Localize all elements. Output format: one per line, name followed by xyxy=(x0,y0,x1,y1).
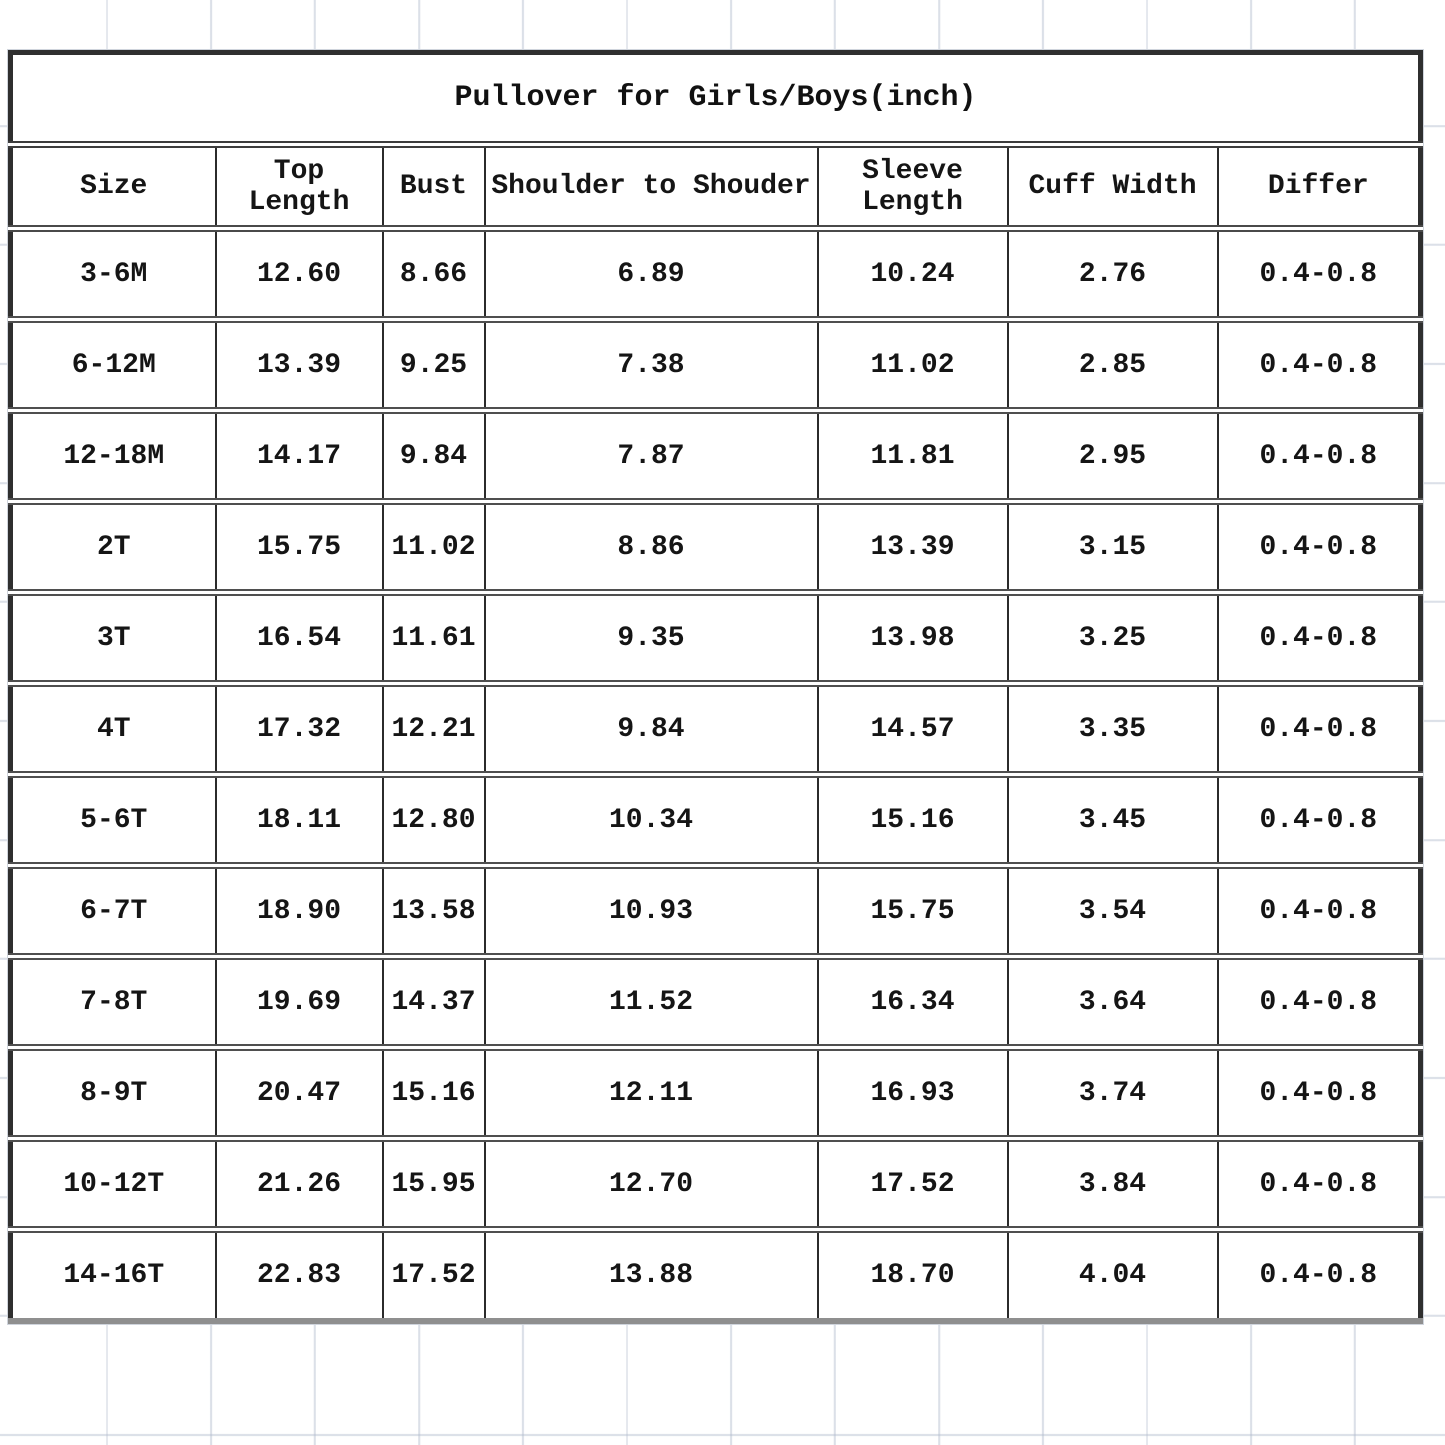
table-cell: 13.58 xyxy=(383,866,485,957)
table-cell: 13.39 xyxy=(216,320,383,411)
table-cell: 0.4-0.8 xyxy=(1218,1139,1421,1230)
column-header: Shoulder to Shouder xyxy=(485,145,818,229)
table-cell: 2.95 xyxy=(1008,411,1218,502)
table-row xyxy=(11,957,1421,1048)
table-cell: 0.4-0.8 xyxy=(1218,593,1421,684)
column-header: Top Length xyxy=(216,145,383,229)
table-cell: 0.4-0.8 xyxy=(1218,229,1421,320)
table-cell: 14.57 xyxy=(818,684,1008,775)
table-cell: 14-16T xyxy=(11,1230,216,1321)
table-cell: 5-6T xyxy=(11,775,216,866)
table-cell: 12.11 xyxy=(485,1048,818,1139)
table-cell: 3.84 xyxy=(1008,1139,1218,1230)
table-cell: 15.16 xyxy=(818,775,1008,866)
table-row xyxy=(11,320,1421,411)
table-cell: 12.60 xyxy=(216,229,383,320)
table-cell: 0.4-0.8 xyxy=(1218,320,1421,411)
table-cell: 11.52 xyxy=(485,957,818,1048)
table-cell: 2.76 xyxy=(1008,229,1218,320)
table-cell: 0.4-0.8 xyxy=(1218,1048,1421,1139)
table-cell: 16.54 xyxy=(216,593,383,684)
table-cell: 0.4-0.8 xyxy=(1218,502,1421,593)
table-cell: 13.88 xyxy=(485,1230,818,1321)
table-row xyxy=(11,1048,1421,1139)
table-cell: 12.21 xyxy=(383,684,485,775)
table-row xyxy=(11,866,1421,957)
table-cell: 0.4-0.8 xyxy=(1218,411,1421,502)
table-cell: 22.83 xyxy=(216,1230,383,1321)
table-cell: 14.37 xyxy=(383,957,485,1048)
table-cell: 10-12T xyxy=(11,1139,216,1230)
table-cell: 16.93 xyxy=(818,1048,1008,1139)
table-cell: 12-18M xyxy=(11,411,216,502)
table-cell: 10.24 xyxy=(818,229,1008,320)
table-cell: 8.66 xyxy=(383,229,485,320)
table-cell: 9.84 xyxy=(383,411,485,502)
table-cell: 4.04 xyxy=(1008,1230,1218,1321)
table-cell: 18.90 xyxy=(216,866,383,957)
table-cell: 19.69 xyxy=(216,957,383,1048)
table-cell: 10.93 xyxy=(485,866,818,957)
table-row xyxy=(11,229,1421,320)
table-cell: 17.52 xyxy=(818,1139,1008,1230)
table-cell: 3.25 xyxy=(1008,593,1218,684)
table-cell: 4T xyxy=(11,684,216,775)
table-row xyxy=(11,775,1421,866)
table-cell: 9.84 xyxy=(485,684,818,775)
table-cell: 18.11 xyxy=(216,775,383,866)
table-cell: 6-7T xyxy=(11,866,216,957)
table-title: Pullover for Girls/Boys(inch) xyxy=(11,53,1421,145)
table-cell: 3.45 xyxy=(1008,775,1218,866)
table-row xyxy=(11,1230,1421,1321)
table-row xyxy=(11,684,1421,775)
title-row xyxy=(11,53,1421,145)
table-cell: 6.89 xyxy=(485,229,818,320)
table-row xyxy=(11,411,1421,502)
table-cell: 9.35 xyxy=(485,593,818,684)
table-cell: 0.4-0.8 xyxy=(1218,775,1421,866)
table-cell: 20.47 xyxy=(216,1048,383,1139)
table-cell: 0.4-0.8 xyxy=(1218,866,1421,957)
table-cell: 7.38 xyxy=(485,320,818,411)
table-cell: 11.02 xyxy=(383,502,485,593)
table-cell: 0.4-0.8 xyxy=(1218,1230,1421,1321)
table-row xyxy=(11,502,1421,593)
table-cell: 15.75 xyxy=(216,502,383,593)
table-cell: 3.54 xyxy=(1008,866,1218,957)
column-header: Size xyxy=(11,145,216,229)
table-cell: 18.70 xyxy=(818,1230,1008,1321)
table-cell: 0.4-0.8 xyxy=(1218,957,1421,1048)
table-cell: 12.80 xyxy=(383,775,485,866)
table-cell: 3.64 xyxy=(1008,957,1218,1048)
table-row xyxy=(11,1139,1421,1230)
column-header: Sleeve Length xyxy=(818,145,1008,229)
table-cell: 11.81 xyxy=(818,411,1008,502)
table-cell: 12.70 xyxy=(485,1139,818,1230)
table-cell: 6-12M xyxy=(11,320,216,411)
table-cell: 17.52 xyxy=(383,1230,485,1321)
table-cell: 2T xyxy=(11,502,216,593)
table-cell: 13.39 xyxy=(818,502,1008,593)
table-cell: 11.61 xyxy=(383,593,485,684)
table-cell: 9.25 xyxy=(383,320,485,411)
table-cell: 0.4-0.8 xyxy=(1218,684,1421,775)
table-row xyxy=(11,593,1421,684)
table-cell: 8-9T xyxy=(11,1048,216,1139)
table-cell: 21.26 xyxy=(216,1139,383,1230)
header-row xyxy=(11,145,1421,229)
table-cell: 17.32 xyxy=(216,684,383,775)
table-cell: 3T xyxy=(11,593,216,684)
table-cell: 10.34 xyxy=(485,775,818,866)
table-body xyxy=(11,229,1421,1321)
table-cell: 16.34 xyxy=(818,957,1008,1048)
table-cell: 8.86 xyxy=(485,502,818,593)
size-chart-table xyxy=(8,50,1423,1324)
table-cell: 3.15 xyxy=(1008,502,1218,593)
column-header: Cuff Width xyxy=(1008,145,1218,229)
table-cell: 2.85 xyxy=(1008,320,1218,411)
table-cell: 3-6M xyxy=(80,258,148,290)
table-cell: 14.17 xyxy=(216,411,383,502)
table-cell: 11.02 xyxy=(818,320,1008,411)
table-cell: 15.95 xyxy=(383,1139,485,1230)
column-header: Bust xyxy=(383,145,485,229)
table-cell: 3.35 xyxy=(1008,684,1218,775)
table-cell: 7-8T xyxy=(11,957,216,1048)
table-cell: 13.98 xyxy=(818,593,1008,684)
table-cell: 3.74 xyxy=(1008,1048,1218,1139)
column-header: Differ xyxy=(1218,145,1421,229)
table-cell: 15.16 xyxy=(383,1048,485,1139)
table-cell: 7.87 xyxy=(485,411,818,502)
table-cell: 15.75 xyxy=(818,866,1008,957)
